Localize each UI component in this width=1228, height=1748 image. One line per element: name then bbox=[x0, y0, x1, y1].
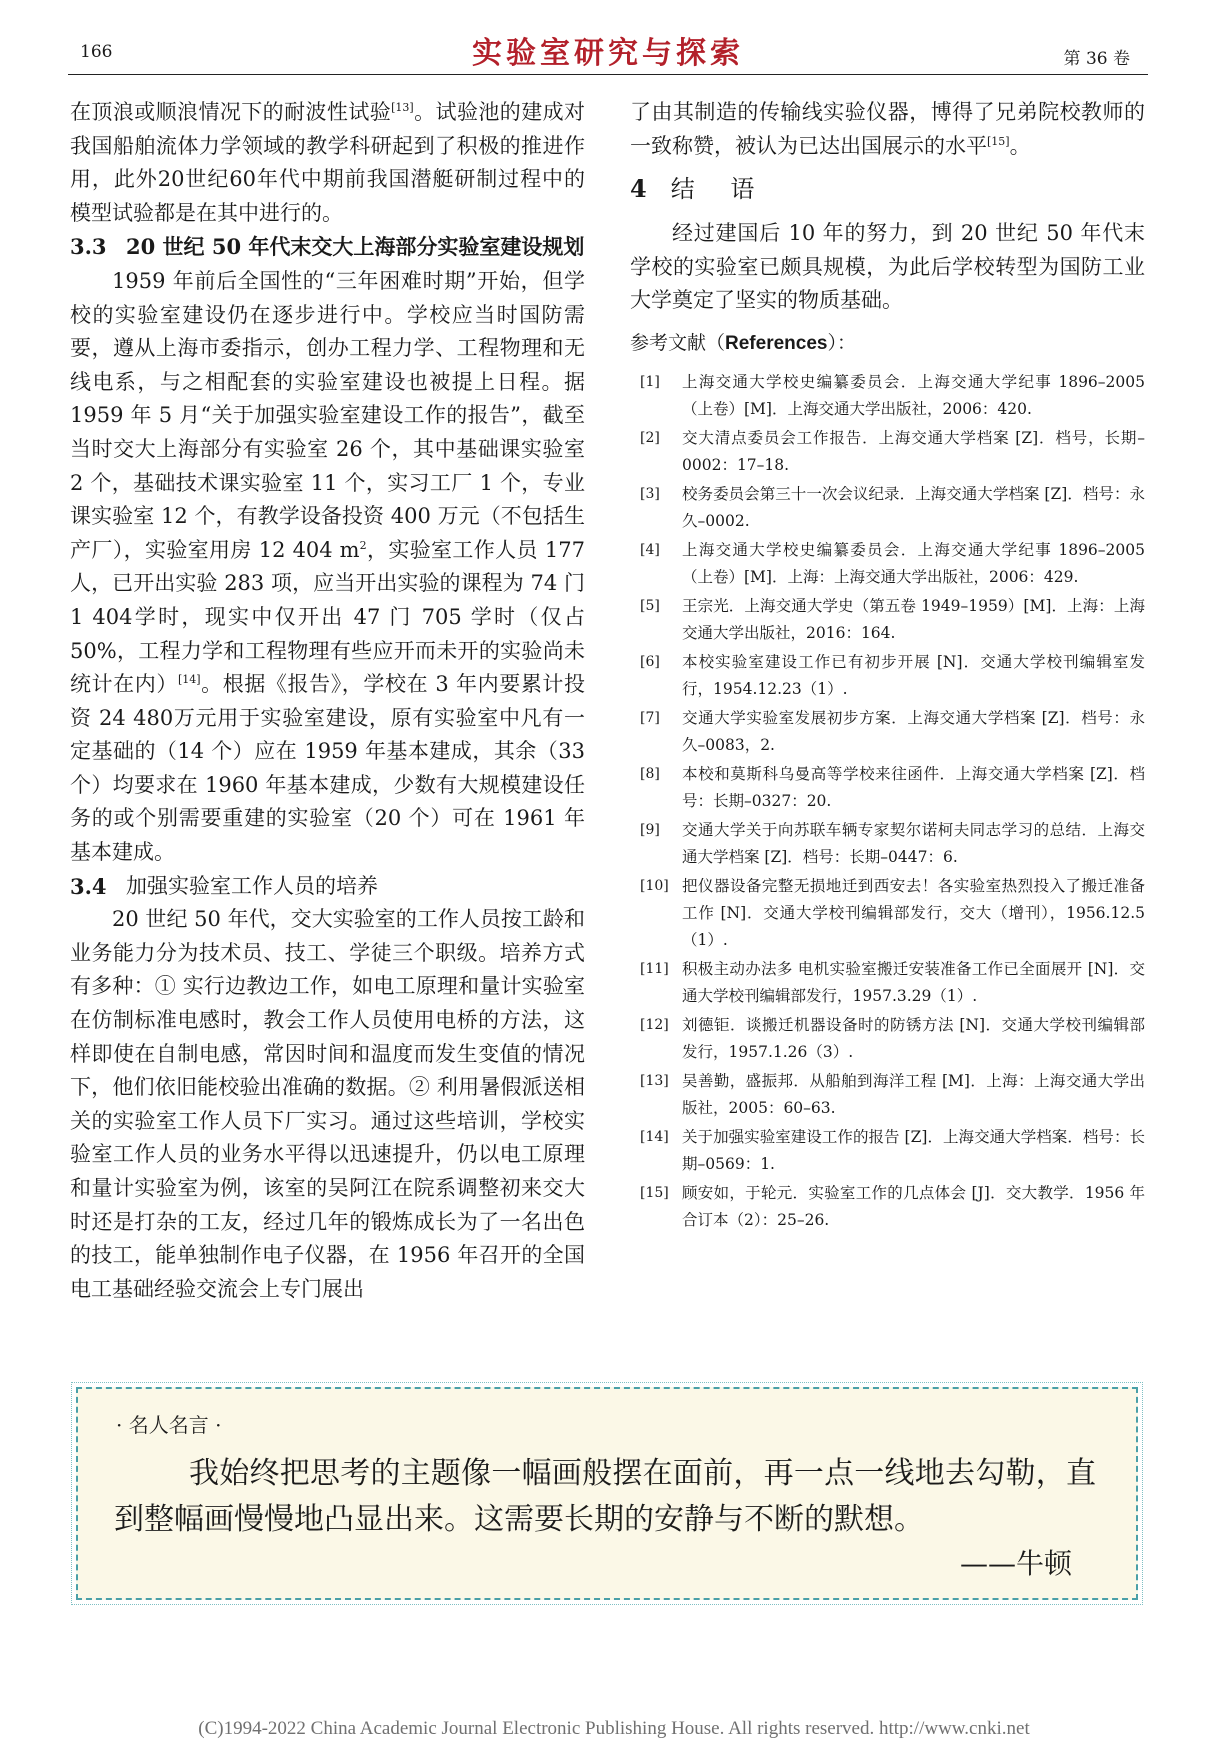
paragraph-text: 。试验池的建成对我国船舶流体力学领域的教学科研起到了积极的推进作用，此外20世纪60年代中期前我国潜艇研制过程中的模型试验都是在其中进行的。 bbox=[70, 100, 586, 225]
page-number: 166 bbox=[80, 42, 113, 62]
section-title: 加强实验室工作人员的培养 bbox=[126, 873, 378, 898]
citation-ref: [14] bbox=[177, 673, 201, 687]
references-heading bbox=[630, 328, 1145, 359]
header-rule bbox=[68, 74, 1148, 75]
reference-number: [5] bbox=[640, 597, 660, 614]
superscript: 2 bbox=[359, 538, 367, 552]
quote-title: · 名人名言 · bbox=[116, 1413, 222, 1437]
reference-item bbox=[630, 1124, 1145, 1178]
reference-item bbox=[630, 537, 1145, 591]
reference-text: 上海交通大学校史编纂委员会．上海交通大学纪事 1896–2005（上卷）[M]．上海交通大学出版社，2006：420. bbox=[682, 372, 1145, 418]
reference-item bbox=[630, 817, 1145, 871]
paragraph bbox=[630, 96, 1145, 163]
reference-item bbox=[630, 649, 1145, 703]
section-number: 3.4 bbox=[70, 873, 107, 899]
reference-text: 把仪器设备完整无损地迁到西安去！各实验室热烈投入了搬迁准备工作 [N]．交通大学校刊编辑部发行，交大（增刊），1956.12.5（1）. bbox=[682, 876, 1145, 949]
reference-number: [8] bbox=[640, 765, 660, 782]
reference-number: [1] bbox=[640, 373, 660, 390]
section-title: 20 世纪 50 年代末交大上海部分实验室建设规划 bbox=[126, 234, 585, 260]
references-heading-cn: 参考文献（ bbox=[630, 331, 726, 354]
section-number: 3.3 bbox=[70, 234, 107, 260]
references-heading-en: References bbox=[725, 332, 828, 354]
section-heading-3-3 bbox=[70, 230, 585, 265]
reference-number: [11] bbox=[640, 960, 669, 977]
reference-item bbox=[630, 593, 1145, 647]
reference-text: 关于加强实验室建设工作的报告 [Z]．上海交通大学档案．档号：长期–0569：1. bbox=[682, 1127, 1145, 1173]
paragraph-text: 了由其制造的传输线实验仪器，博得了兄弟院校教师的一致称赞，被认为已达出国展示的水平 bbox=[630, 100, 1145, 158]
reference-number: [9] bbox=[640, 821, 660, 838]
reference-text: 本校实验室建设工作已有初步开展 [N]．交通大学校刊编辑室发行，1954.12.23（1）. bbox=[682, 652, 1145, 698]
section-heading-4 bbox=[630, 169, 1145, 209]
left-column bbox=[70, 96, 585, 1306]
quote-text: 我始终把思考的主题像一幅画般摆在面前，再一点一线地去勾勒，直到整幅画慢慢地凸显出来。这需要长期的安静与不断的默想。 bbox=[114, 1456, 1096, 1537]
journal-title: 实验室研究与探索 bbox=[472, 36, 744, 71]
section-heading-3-4 bbox=[70, 870, 585, 904]
reference-text: 吴善勤，盛振邦．从船舶到海洋工程 [M]．上海：上海交通大学出版社，2005：60–63. bbox=[682, 1071, 1145, 1117]
section-title: 结 语 bbox=[670, 175, 769, 204]
paragraph bbox=[70, 96, 585, 230]
reference-list bbox=[630, 369, 1145, 1234]
reference-item bbox=[630, 1180, 1145, 1234]
paragraph-text: ，实验室工作人员 177 人，已开出实验 283 项，应当开出实验的课程为 74 门 1 404学时，现实中仅开出 47 门 705 学时（仅占 50%，工程力学和工程物理有些应开而未开的实验尚未统计在内） bbox=[70, 537, 585, 697]
reference-text: 本校和莫斯科乌曼高等学校来往函件．上海交通大学档案 [Z]．档号：长期–0327：20. bbox=[682, 764, 1145, 810]
reference-text: 交通大学关于向苏联车辆专家契尔诺柯夫同志学习的总结．上海交通大学档案 [Z]．档号：长期–0447：6. bbox=[682, 820, 1145, 866]
reference-number: [10] bbox=[640, 877, 669, 894]
reference-item bbox=[630, 1068, 1145, 1122]
reference-number: [7] bbox=[640, 709, 660, 726]
copyright-footer: (C)1994-2022 China Academic Journal Electronic Publishing House. All rights reserved. http://www.cnki.net bbox=[198, 1718, 1030, 1739]
reference-text: 顾安如，于轮元．实验室工作的几点体会 [J]．交大教学．1956 年合订本（2）：25–26. bbox=[682, 1183, 1145, 1229]
reference-item bbox=[630, 1012, 1145, 1066]
paragraph-text: 1959 年前后全国性的“三年困难时期”开始，但学校的实验室建设仍在逐步进行中。学校应当时国防需要，遵从上海市委指示，创办工程力学、工程物理和无线电系，与之相配套的实验室建设也被提上日程。据 1959 年 5 月“关于加强实验室建设工作的报告”，截至当时交大上海部分有实验室 26 个，其中基础课实验室 2 个，基础技术课实验室 11 个，实习工厂 1 个，专业课实验室 12 个，有教学设备投资 400 万元（不包括生产厂），实验室用房 12 404 m bbox=[70, 268, 585, 562]
reference-text: 王宗光．上海交通大学史（第五卷 1949–1959）[M]．上海：上海交通大学出版社，2016：164. bbox=[682, 596, 1145, 642]
paragraph-text: 在顶浪或顺浪情况下的耐波性试验 bbox=[70, 100, 392, 124]
reference-number: [15] bbox=[640, 1184, 669, 1201]
reference-number: [14] bbox=[640, 1128, 669, 1145]
reference-text: 刘德钜．谈搬迁机器设备时的防锈方法 [N]．交通大学校刊编辑部发行，1957.1.26（3）. bbox=[682, 1015, 1145, 1061]
reference-number: [12] bbox=[640, 1016, 669, 1033]
reference-text: 积极主动办法多 电机实验室搬迁安装准备工作已全面展开 [N]．交通大学校刊编辑部发行，1957.3.29（1）. bbox=[682, 959, 1145, 1005]
reference-text: 交大清点委员会工作报告．上海交通大学档案 [Z]．档号，长期–0002：17–18. bbox=[682, 428, 1145, 474]
paragraph-text: 。根据《报告》，学校在 3 年内要累计投资 24 480万元用于实验室建设，原有实验室中凡有一定基础的（14 个）应在 1959 年基本建成，其余（33 个）均要求在 1960 年基本建成，少数有大规模建设任务的或个别需要重建的实验室（20 个）可在 1961 年基本建成。 bbox=[70, 672, 586, 865]
reference-text: 交通大学实验室发展初步方案．上海交通大学档案 [Z]．档号：永久–0083，2. bbox=[682, 708, 1145, 754]
reference-number: [4] bbox=[640, 541, 660, 558]
reference-text: 上海交通大学校史编纂委员会．上海交通大学纪事 1896–2005（上卷）[M]．上海：上海交通大学出版社，2006：429. bbox=[682, 540, 1145, 586]
reference-item bbox=[630, 481, 1145, 535]
reference-item bbox=[630, 761, 1145, 815]
famous-quote-box bbox=[76, 1387, 1138, 1600]
reference-item bbox=[630, 369, 1145, 423]
reference-item bbox=[630, 425, 1145, 479]
reference-number: [2] bbox=[640, 429, 660, 446]
paragraph: 经过建国后 10 年的努力，到 20 世纪 50 年代末学校的实验室已颇具规模，为此后学校转型为国防工业大学奠定了坚实的物质基础。 bbox=[630, 221, 1145, 313]
reference-number: [6] bbox=[640, 653, 660, 670]
volume-label: 第 36 卷 bbox=[1063, 49, 1130, 69]
citation-ref: [15] bbox=[987, 134, 1010, 148]
reference-item bbox=[630, 705, 1145, 759]
right-column bbox=[630, 96, 1145, 1236]
paragraph bbox=[70, 265, 585, 870]
paragraph: 20 世纪 50 年代，交大实验室的工作人员按工龄和业务能力分为技术员、技工、学徒三个职级。培养方式有多种：① 实行边教边工作，如电工原理和量计实验室在仿制标准电感时，教会工作人员使用电桥的方法，这样即使在自制电感，常因时间和温度而发生变值的情况下，他们依旧能校验出准确的数据。② 利用暑假派送相关的实验室工作人员下厂实习。通过这些培训，学校实验室工作人员的业务水平得以迅速提升，仍以电工原理和量计实验室为例，该室的吴阿江在院系调整初来交大时还是打杂的工友，经过几年的锻炼成长为了一名出色的技工，能单独制作电子仪器，在 1956 年召开的全国电工基础经验交流会上专门展出 bbox=[70, 907, 585, 1301]
citation-ref: [13] bbox=[391, 101, 414, 114]
reference-item bbox=[630, 873, 1145, 954]
quote-author: ——牛顿 bbox=[959, 1547, 1072, 1580]
page-header bbox=[68, 26, 1148, 76]
references-heading-tail: ）： bbox=[827, 331, 856, 354]
reference-text: 校务委员会第三十一次会议纪录．上海交通大学档案 [Z]．档号：永久–0002. bbox=[682, 484, 1145, 530]
reference-number: [3] bbox=[640, 485, 660, 502]
reference-item bbox=[630, 956, 1145, 1010]
paragraph-text: 。 bbox=[1009, 133, 1031, 158]
section-number: 4 bbox=[630, 174, 647, 204]
reference-number: [13] bbox=[640, 1072, 669, 1089]
